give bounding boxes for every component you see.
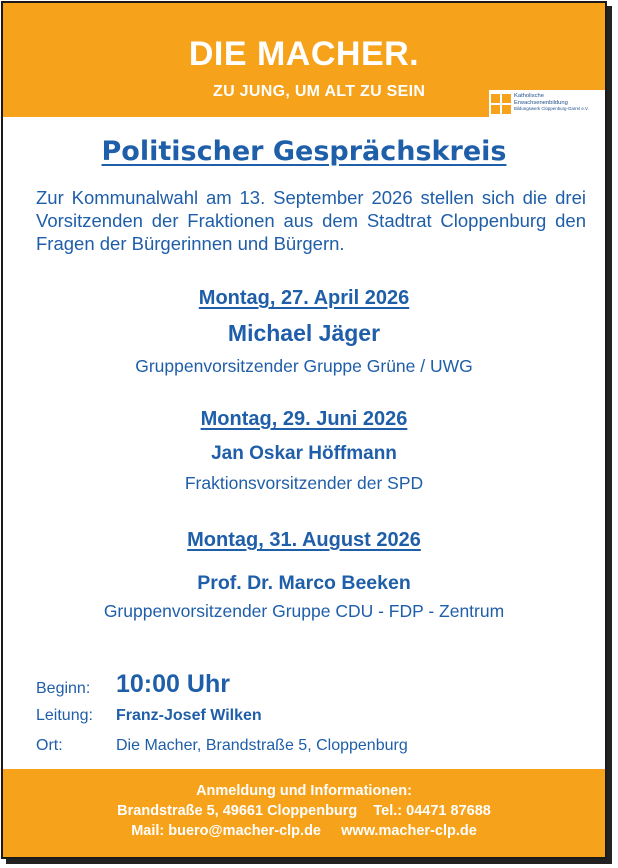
organization-logo <box>489 90 605 117</box>
lead-label: Leitung: <box>36 707 93 724</box>
event-2-role: Fraktionsvorsitzender der SPD <box>184 473 424 493</box>
header-banner <box>3 3 605 117</box>
event-3-role: Gruppenvorsitzender Gruppe CDU - FDP - Zentrum <box>103 601 505 621</box>
event-1-role: Gruppenvorsitzender Gruppe Grüne / UWG <box>135 356 473 376</box>
begin-label: Beginn: <box>36 680 91 697</box>
event-1-date: Montag, 27. April 2026 <box>198 287 410 309</box>
logo-line-3: Bildungswerk Cloppenburg-Garrel e.V. <box>514 106 589 112</box>
logo-text <box>514 93 589 113</box>
event-1-name: Michael Jäger <box>227 320 381 346</box>
page-title: Politischer Gesprächskreis <box>101 136 507 167</box>
lead-value: Franz-Josef Wilken <box>116 707 262 724</box>
footer-line-2: Brandstraße 5, 49661 Cloppenburg Tel.: 04471 87688 <box>117 803 491 819</box>
place-label: Ort: <box>36 737 63 754</box>
logo-line-1: Katholische <box>514 93 544 99</box>
event-3-date: Montag, 31. August 2026 <box>187 529 421 551</box>
place-value: Die Macher, Brandstraße 5, Cloppenburg <box>116 737 408 754</box>
begin-value: 10:00 Uhr <box>116 670 230 698</box>
event-2-date: Montag, 29. Juni 2026 <box>200 408 408 430</box>
event-3-name: Prof. Dr. Marco Beeken <box>197 572 411 594</box>
footer-line-1: Anmeldung und Informationen: <box>196 783 412 799</box>
intro-text: Zur Kommunalwahl am 13. September 2026 stellen sich die drei Vorsitzenden der Fraktionen aus dem Stadtrat Cloppenburg den Fragen der Bürgerinnen und Bürgern. <box>36 187 586 254</box>
flyer-page <box>1 1 607 859</box>
footer-line-3: Mail: buero@macher-clp.de www.macher-clp.de <box>131 823 477 839</box>
logo-line-2: Erwachsenenbildung <box>514 99 568 106</box>
header-subtitle: ZU JUNG, UM ALT ZU SEIN <box>213 83 426 100</box>
footer-banner <box>3 769 605 859</box>
event-2-name: Jan Oskar Höffmann <box>211 443 397 464</box>
cross-logo-icon <box>491 94 511 114</box>
header-title: DIE MACHER. <box>188 35 420 73</box>
